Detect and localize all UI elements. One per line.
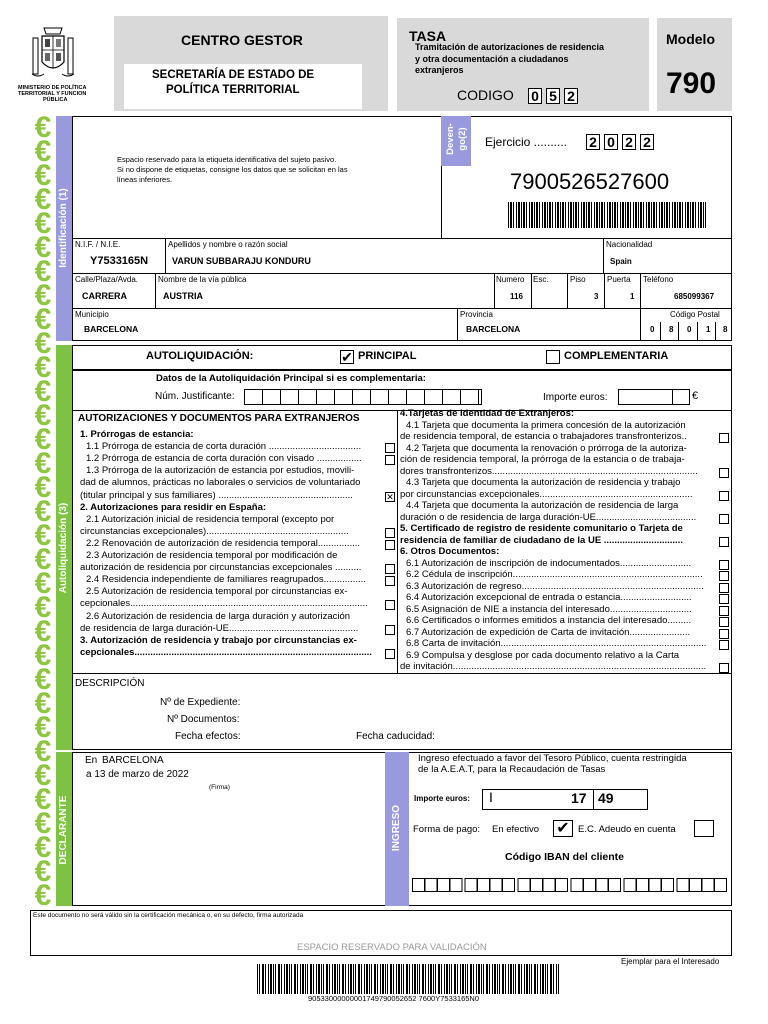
- tasa-desc-3: extranjeros: [415, 65, 464, 75]
- list-item: 6.5 Asignación de NIE a instancia del interesado...............................: [406, 604, 692, 615]
- list-item: dad de alumnos, prácticas no laborales o servicios de voluntariado: [80, 478, 361, 489]
- ingreso-importe-sep: [593, 789, 594, 810]
- list-item: 5. Certificado de registro de residente comunitario o Tarjeta de: [400, 524, 683, 534]
- items-middle-line: [397, 410, 398, 673]
- telefono-divider: [640, 273, 641, 308]
- ingreso-importe-label: Importe euros:: [414, 794, 471, 803]
- list-item: cepcionales..........................................................................................: [80, 647, 372, 658]
- list-item: 4.2 Tarjeta que documenta la renovación o prórroga de la autoriza-: [406, 443, 687, 454]
- ministry-name-1: MINISTERIO DE POLÍTICA: [18, 85, 87, 91]
- devengo-label-2: go(2): [457, 127, 468, 151]
- list-item: 2.1 Autorización inicial de residencia temporal (excepto por: [86, 514, 335, 525]
- justificante-number: 7900526527600: [510, 169, 670, 194]
- validity-note: Este documento no será válido sin la certificación mecánica o, en su defecto, firma autorizada: [33, 912, 304, 919]
- ejercicio-digit-4: 2: [640, 134, 654, 150]
- item-checkbox[interactable]: [719, 640, 729, 650]
- modelo-number: 790: [666, 67, 717, 100]
- complementaria-checkbox[interactable]: [546, 350, 560, 364]
- declarante-city: BARCELONA: [102, 755, 164, 766]
- ingreso-importe-euros: 17: [571, 790, 587, 806]
- cp-digit-3: 0: [687, 325, 692, 334]
- iban-input[interactable]: [412, 878, 728, 892]
- declarante-date: a 13 de marzo de 2022: [86, 769, 189, 780]
- list-item: de residencia temporal, de estancia o trabajadores transfronterizos..: [400, 432, 687, 442]
- cp-digit-5: 8: [723, 325, 728, 334]
- item-checkbox[interactable]: [719, 433, 729, 443]
- forma-pago-label: Forma de pago:: [413, 824, 481, 835]
- puerta-value: 1: [630, 292, 635, 301]
- numero-value: 116: [510, 292, 523, 301]
- etiqueta-text-3: líneas inferiores.: [117, 175, 173, 184]
- ingreso-side-label: INGRESO: [391, 804, 402, 852]
- item-checkbox[interactable]: [719, 560, 729, 570]
- list-item: 2. Autorizaciones para residir en España:: [80, 502, 267, 513]
- piso-label: Piso: [570, 275, 586, 284]
- declarante-en-label: En: [85, 755, 98, 766]
- list-item: 1.2 Prórroga de estancia de corta duración con visado .................: [86, 454, 362, 465]
- list-item: 6.8 Carta de invitación..............................................................................: [406, 639, 707, 649]
- list-item: autorización de residencia por circunstancias excepcionales ..........: [80, 563, 362, 574]
- municipio-label: Municipio: [75, 310, 109, 319]
- ejercicio-digit-1: 2: [586, 134, 600, 150]
- ejercicio-digit-3: 2: [622, 134, 636, 150]
- item-checkbox[interactable]: [385, 540, 395, 550]
- etiqueta-text-1: Espacio reservado para la etiqueta identificativa del sujeto pasivo.: [117, 155, 337, 164]
- list-item: 1. Prórrogas de estancia:: [80, 430, 194, 440]
- ministry-name-3: PÚBLICA: [43, 97, 68, 103]
- list-item: 4.3 Tarjeta que documenta la autorización de residencia y trabajo: [406, 478, 681, 488]
- via-label: Nombre de la vía pública: [158, 275, 247, 284]
- identificacion-row-line-2: [72, 273, 732, 274]
- cp-label: Código Postal: [670, 310, 720, 319]
- importe-euros-label: Importe euros:: [543, 392, 608, 403]
- cp-digit-2: 8: [669, 325, 674, 334]
- piso-divider: [567, 273, 568, 308]
- item-checkbox[interactable]: [719, 514, 729, 524]
- footer-barcode-number: 90533000000001749790052652 7600Y7533165N0: [308, 994, 480, 1003]
- autoliquidacion-title: AUTOLIQUIDACIÓN:: [146, 350, 254, 362]
- list-item: 4.Tarjetas de Identidad de Extranjeros:: [400, 409, 575, 419]
- list-item: de invitación................................................................................................: [400, 662, 707, 672]
- list-item: residencia de familiar de ciudadano de la UE ..............................: [400, 535, 683, 546]
- ingreso-importe-cents: 49: [598, 790, 614, 806]
- item-checkbox[interactable]: [719, 583, 729, 593]
- piso-value: 3: [594, 292, 599, 301]
- coat-of-arms-icon: [30, 24, 76, 82]
- list-item: 2.4 Residencia independiente de familiares reagrupados................: [86, 575, 366, 586]
- item-checkbox[interactable]: [385, 649, 395, 659]
- telefono-label: Teléfono: [643, 275, 674, 284]
- cp-sep-3: [697, 322, 698, 341]
- nif-divider: [165, 238, 166, 273]
- left-items-title: AUTORIZACIONES Y DOCUMENTOS PARA EXTRANJEROS: [78, 413, 360, 424]
- item-checkbox[interactable]: [719, 491, 729, 501]
- esc-label: Esc.: [533, 275, 549, 284]
- iban-label: Código IBAN del cliente: [505, 851, 625, 863]
- nacionalidad-divider: [603, 238, 604, 273]
- item-checkbox[interactable]: [385, 528, 395, 538]
- codigo-digit-3: 2: [564, 88, 578, 104]
- datos-complementaria-label: Datos de la Autoliquidación Principal si es complementaria:: [156, 373, 426, 384]
- autoliquidacion-side-label: Autoliquidación (3): [58, 502, 69, 594]
- list-item: 4.1 Tarjeta que documenta la primera concesión de la autorización: [406, 420, 686, 431]
- list-item: 2.3 Autorización de residencia temporal por modificación de: [86, 551, 338, 561]
- codigo-digit-2: 5: [546, 88, 560, 104]
- nombre-value: VARUN SUBBARAJU KONDURU: [172, 256, 311, 266]
- item-checkbox[interactable]: [719, 537, 729, 547]
- validation-space-label: ESPACIO RESERVADO PARA VALIDACIÓN: [297, 942, 487, 953]
- list-item: 3. Autorización de residencia y trabajo por circunstancias ex-: [80, 635, 357, 646]
- adeudo-label: E.C. Adeudo en cuenta: [578, 824, 676, 835]
- ingreso-text-1: Ingreso efectuado a favor del Tesoro Público, cuenta restringida: [418, 753, 687, 764]
- item-checkbox[interactable]: [719, 606, 729, 616]
- euro-symbol: €: [692, 390, 699, 402]
- list-item: 6.4 Autorización excepcional de entrada o estancia...........................: [406, 593, 692, 603]
- list-item: ción de residencia temporal, la prórroga de la estancia o de trabaja-: [400, 455, 685, 465]
- via-divider: [155, 273, 156, 308]
- descripcion-label: DESCRIPCIÓN: [75, 678, 145, 689]
- nombre-label: Apellidos y nombre o razón social: [168, 240, 288, 249]
- item-checkbox[interactable]: [719, 663, 729, 673]
- puerta-label: Puerta: [607, 275, 631, 284]
- puerta-divider: [604, 273, 605, 308]
- item-checkbox[interactable]: ✕: [386, 491, 394, 502]
- identificacion-row-line-1: [72, 238, 732, 239]
- list-item: 4.4 Tarjeta que documenta la autorización de residencia de larga: [406, 501, 679, 511]
- expediente-label: Nº de Expediente:: [160, 697, 241, 708]
- list-item: 6.3 Autorización de regreso.....................................................................: [406, 581, 704, 592]
- footer-barcode: [257, 964, 559, 994]
- list-item: 6. Otros Documentos:: [400, 547, 500, 557]
- item-checkbox[interactable]: [385, 443, 395, 453]
- item-checkbox[interactable]: [719, 468, 729, 478]
- ejercicio-label: Ejercicio ..........: [485, 135, 568, 149]
- via-value: AUSTRIA: [163, 291, 203, 301]
- item-checkbox[interactable]: [385, 455, 395, 465]
- iban-cells-icon: [412, 878, 728, 892]
- telefono-value: 685099367: [674, 292, 715, 301]
- cp-digit-4: 1: [706, 325, 711, 334]
- ingreso-importe-box: [482, 789, 648, 810]
- item-checkbox[interactable]: [385, 625, 395, 635]
- list-item: 1.1 Prórroga de estancia de corta duración ...................................: [86, 442, 362, 453]
- esc-divider: [531, 273, 532, 308]
- ingreso-importe-prefix: I: [489, 789, 493, 805]
- calle-label: Calle/Plaza/Avda.: [75, 275, 138, 284]
- secretaria-line-2: POLÍTICA TERRITORIAL: [166, 84, 300, 96]
- list-item: (titular principal y sus familiares) ...................................................: [80, 490, 353, 501]
- list-item: 6.7 Autorización de expedición de Carta de invitación.......................: [406, 627, 691, 638]
- list-item: 6.6 Certificados o informes emitidos a instancia del interesado.........: [406, 616, 692, 626]
- centro-gestor-title: CENTRO GESTOR: [181, 32, 303, 48]
- justificante-barcode: [508, 202, 706, 228]
- tasa-title: TASA: [409, 28, 447, 44]
- importe-sep: [672, 389, 673, 405]
- secretaria-line-1: SECRETARÍA DE ESTADO DE: [152, 69, 315, 81]
- devengo-label-1: Deven-: [445, 123, 456, 155]
- tasa-desc-1: Tramitación de autorizaciones de residencia: [415, 42, 605, 52]
- numero-label: Numero: [496, 275, 525, 284]
- item-checkbox[interactable]: [385, 600, 395, 610]
- list-item: 2.5 Autorización de residencia temporal por circunstancias ex-: [86, 587, 348, 598]
- identificacion-side-label: Identificación (1): [58, 188, 69, 268]
- num-justificante-input[interactable]: [244, 389, 482, 405]
- fecha-efectos-label: Fecha efectos:: [175, 731, 241, 742]
- item-checkbox[interactable]: [719, 594, 729, 604]
- list-item: 1.3 Prórroga de la autorización de estancia por estudios, movili-: [86, 466, 355, 477]
- declarante-side-label: DECLARANTE: [58, 795, 69, 865]
- modelo-label: Modelo: [666, 31, 715, 47]
- item-checkbox[interactable]: [385, 576, 395, 586]
- cp-divider: [640, 308, 641, 341]
- codigo-label: CODIGO: [457, 87, 514, 103]
- items-bottom-line: [72, 673, 732, 674]
- principal-label: PRINCIPAL: [358, 350, 417, 362]
- euro-pattern-strip: € € € € € € € € € € € € € € € € € € € € € € € € € € € € € € € € €: [34, 116, 52, 906]
- documentos-label: Nº Documentos:: [167, 714, 240, 725]
- nacionalidad-value: Spain: [610, 257, 632, 266]
- efectivo-checkbox[interactable]: ✔: [553, 820, 573, 837]
- ejemplar-label: Ejemplar para el Interesado: [621, 957, 720, 966]
- ejercicio-digit-2: 0: [604, 134, 618, 150]
- ministry-name-2: TERRITORIAL Y FUNCION: [18, 91, 87, 97]
- item-checkbox[interactable]: [719, 629, 729, 639]
- cp-sep-2: [678, 322, 679, 341]
- item-checkbox[interactable]: [719, 617, 729, 627]
- ingreso-text-2: de la A.E.A.T, para la Recaudación de Tasas: [418, 764, 606, 775]
- tasa-desc-2: y otra documentación a ciudadanos: [415, 54, 569, 64]
- efectivo-label: En efectivo: [492, 824, 539, 835]
- nif-value: Y7533165N: [90, 255, 149, 267]
- provincia-label: Provincia: [460, 310, 493, 319]
- list-item: dores transfronterizos..............................................................................: [400, 466, 698, 477]
- calle-value: CARRERA: [82, 291, 127, 301]
- list-item: de residencia de larga duración-UE.................................................: [80, 623, 359, 634]
- item-checkbox[interactable]: [385, 564, 395, 574]
- identificacion-row-line-3: [72, 308, 732, 309]
- firma-label: (Firma): [209, 784, 230, 791]
- principal-checkbox[interactable]: ✔: [341, 349, 353, 365]
- provincia-divider: [457, 308, 458, 341]
- importe-euros-input[interactable]: [618, 389, 690, 405]
- num-justificante-label: Núm. Justificante:: [155, 391, 235, 402]
- list-item: por circunstancias excepcionales..........................................................: [400, 489, 693, 500]
- codigo-digit-1: 0: [528, 88, 542, 104]
- nif-label: N.I.F. / N.I.E.: [75, 240, 121, 249]
- cp-digit-1: 0: [650, 325, 655, 334]
- numero-divider: [494, 273, 495, 308]
- etiqueta-text-2: Si no dispone de etiquetas, consigne los datos que se solicitan en las: [117, 165, 348, 174]
- provincia-value: BARCELONA: [466, 324, 521, 334]
- list-item: 6.1 Autorización de inscripción de indocumentados...........................: [406, 558, 692, 569]
- adeudo-checkbox[interactable]: [694, 820, 714, 837]
- list-item: 6.2 Cédula de inscripción........................................................................: [406, 570, 703, 580]
- list-item: 2.2 Renovación de autorización de residencia temporal................: [86, 538, 361, 549]
- nacionalidad-label: Nacionalidad: [606, 240, 653, 249]
- list-item: 6.9 Compulsa y desglose por cada documento relativo a la Carta: [406, 650, 680, 661]
- municipio-value: BARCELONA: [84, 324, 139, 334]
- complementaria-label: COMPLEMENTARIA: [564, 350, 669, 362]
- list-item: 2.6 Autorización de residencia de larga duración y autorización: [86, 611, 351, 622]
- item-checkbox[interactable]: [719, 571, 729, 581]
- list-item: cepcionales..........................................................................................: [80, 599, 368, 610]
- cp-sep-4: [715, 322, 716, 341]
- list-item: circunstancias excepcionales)......................................................: [80, 526, 349, 537]
- cp-sep-1: [660, 322, 661, 341]
- list-item: duración o de residencia de larga duración-UE......................................: [400, 512, 697, 523]
- fecha-caducidad-label: Fecha caducidad:: [356, 731, 435, 742]
